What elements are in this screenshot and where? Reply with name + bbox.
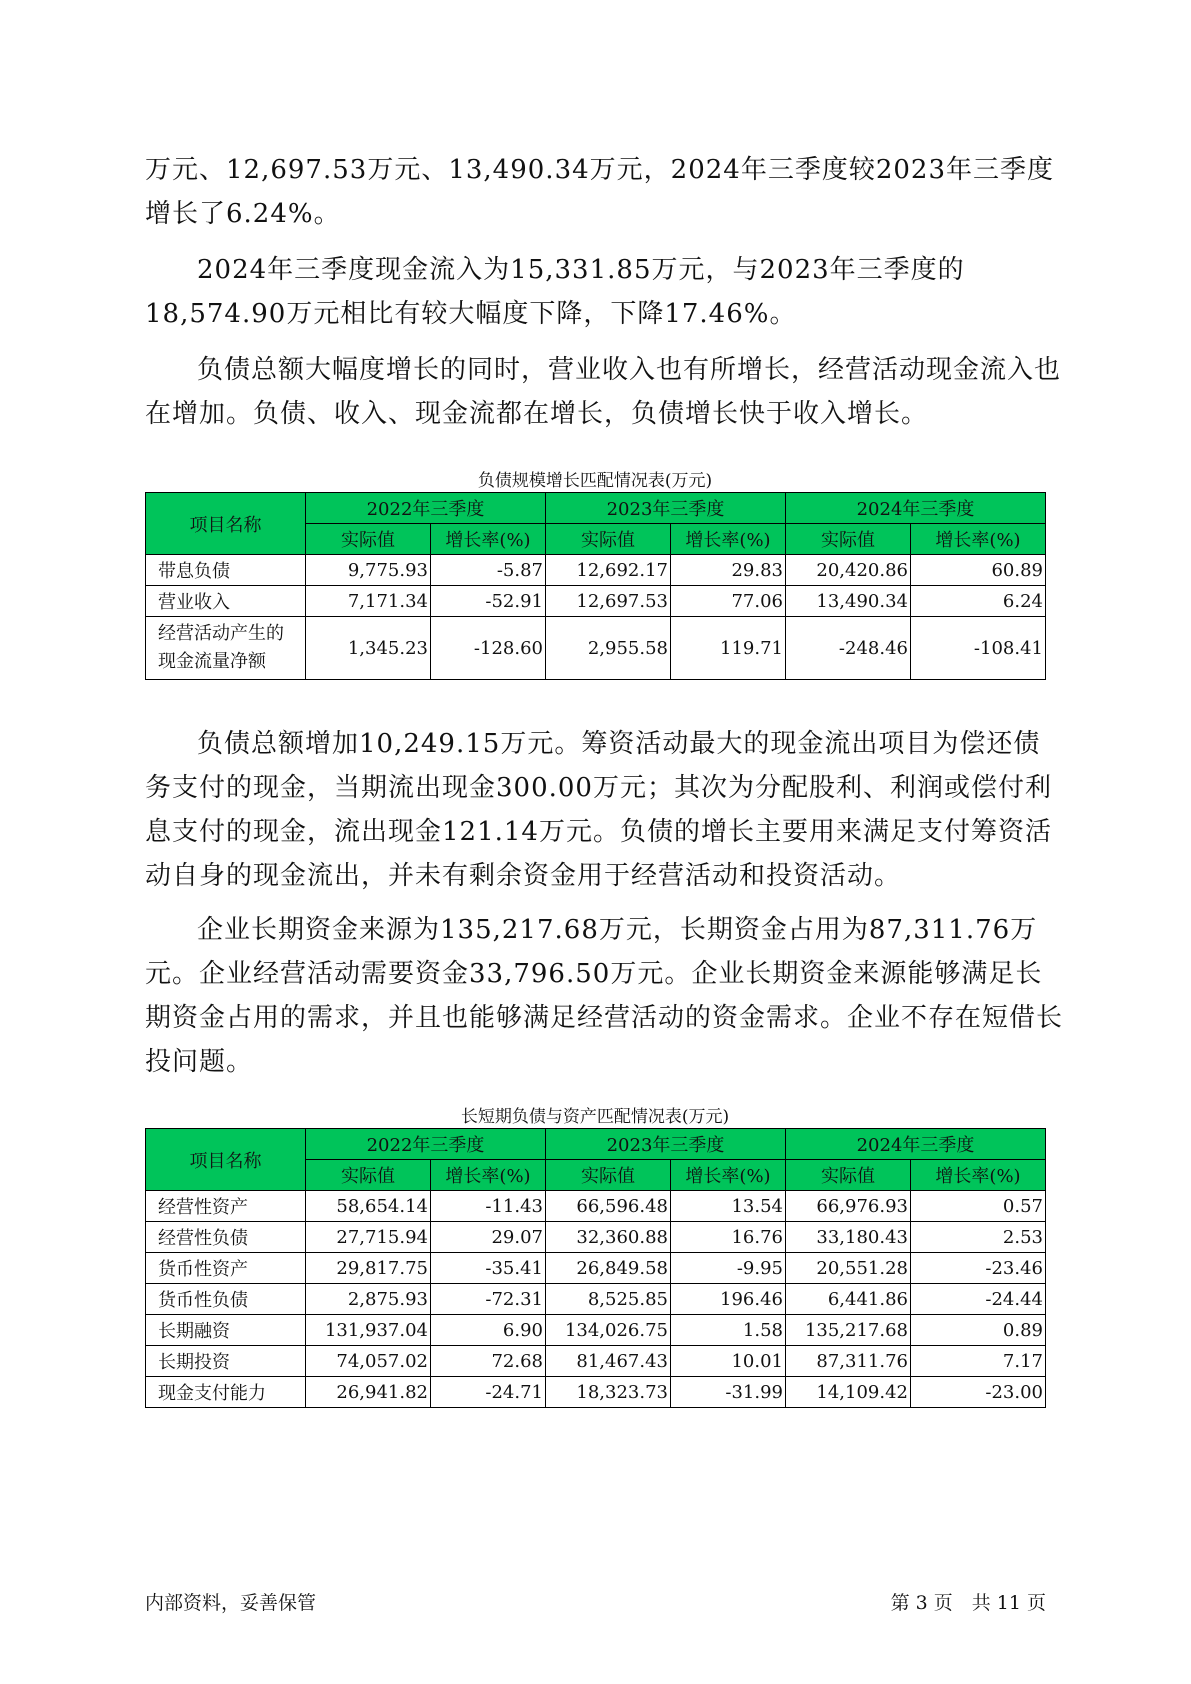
cell-value: 6,441.86	[786, 1284, 911, 1315]
table-row	[146, 1346, 1046, 1377]
cell-value: 131,937.04	[306, 1315, 431, 1346]
table-subheader-rate: 增长率(%)	[671, 1160, 786, 1191]
cell-rate: -31.99	[671, 1377, 786, 1408]
table-header-item: 项目名称	[146, 1129, 306, 1191]
table-row	[146, 1253, 1046, 1284]
cell-rate: 7.17	[911, 1346, 1046, 1377]
cell-rate: -24.71	[431, 1377, 546, 1408]
cell-rate: 196.46	[671, 1284, 786, 1315]
cell-rate: 13.54	[671, 1191, 786, 1222]
table-row	[146, 1284, 1046, 1315]
table-subheader-rate: 增长率(%)	[911, 524, 1046, 555]
footer-page-number: 第 3 页 共 11 页	[890, 1592, 1046, 1614]
cell-rate: 6.90	[431, 1315, 546, 1346]
cell-rate: 1.58	[671, 1315, 786, 1346]
paragraph-4: 负债总额增加10,249.15万元。筹资活动最大的现金流出项目为偿还债务支付的现金，当期流出现金300.00万元；其次为分配股利、利润或偿付利息支付的现金，流出现金121.14万元。负债的增长主要用来满足支付筹资活动自身的现金流出，并未有剩余资金用于经营活动和投资活动。	[145, 729, 1052, 891]
row-label: 经营活动产生的现金流量净额	[146, 617, 306, 680]
cell-rate: 29.83	[671, 555, 786, 586]
cell-value: 9,775.93	[306, 555, 431, 586]
cell-rate: 2.53	[911, 1222, 1046, 1253]
cell-rate: -24.44	[911, 1284, 1046, 1315]
cell-rate: 0.89	[911, 1315, 1046, 1346]
cell-rate: 60.89	[911, 555, 1046, 586]
cell-value: 135,217.68	[786, 1315, 911, 1346]
cell-value: 13,490.34	[786, 586, 911, 617]
row-label: 货币性资产	[146, 1253, 306, 1284]
cell-value: 18,323.73	[546, 1377, 671, 1408]
cell-value: 12,697.53	[546, 586, 671, 617]
table1-caption: 负债规模增长匹配情况表(万元)	[477, 471, 713, 491]
row-label: 长期融资	[146, 1315, 306, 1346]
paragraph-2: 2024年三季度现金流入为15,331.85万元，与2023年三季度的18,574.90万元相比有较大幅度下降，下降17.46%。	[145, 255, 965, 329]
cell-value: 58,654.14	[306, 1191, 431, 1222]
cell-value: 66,596.48	[546, 1191, 671, 1222]
paragraph-3: 负债总额大幅度增长的同时，营业收入也有所增长，经营活动现金流入也在增加。负债、收入、现金流都在增长，负债增长快于收入增长。	[145, 355, 1062, 429]
row-label: 货币性负债	[146, 1284, 306, 1315]
cell-rate: -108.41	[911, 617, 1046, 680]
cell-rate: 10.01	[671, 1346, 786, 1377]
paragraph-5: 企业长期资金来源为135,217.68万元，长期资金占用为87,311.76万元。企业经营活动需要资金33,796.50万元。企业长期资金来源能够满足长期资金占用的需求，并且也能够满足经营活动的资金需求。企业不存在短借长投问题。	[145, 915, 1064, 1077]
cell-rate: -11.43	[431, 1191, 546, 1222]
cell-rate: -23.46	[911, 1253, 1046, 1284]
table-subheader-rate: 增长率(%)	[431, 1160, 546, 1191]
cell-rate: -35.41	[431, 1253, 546, 1284]
cell-rate: 72.68	[431, 1346, 546, 1377]
cell-value: 26,941.82	[306, 1377, 431, 1408]
cell-rate: -23.00	[911, 1377, 1046, 1408]
cell-rate: -52.91	[431, 586, 546, 617]
table-row	[146, 1315, 1046, 1346]
long-short-matching-table	[145, 1128, 1046, 1408]
table-row	[146, 1222, 1046, 1253]
table-subheader-rate: 增长率(%)	[431, 524, 546, 555]
table-header-period: 2024年三季度	[786, 493, 1046, 524]
cell-value: 74,057.02	[306, 1346, 431, 1377]
row-label: 带息负债	[146, 555, 306, 586]
row-label: 经营性负债	[146, 1222, 306, 1253]
cell-value: 2,875.93	[306, 1284, 431, 1315]
cell-rate: 119.71	[671, 617, 786, 680]
cell-rate: 29.07	[431, 1222, 546, 1253]
table-row	[146, 1191, 1046, 1222]
row-label: 现金支付能力	[146, 1377, 306, 1408]
table-row	[146, 555, 1046, 586]
table-header-period: 2023年三季度	[546, 493, 786, 524]
table-row	[146, 617, 1046, 680]
table-subheader-value: 实际值	[546, 1160, 671, 1191]
cell-value: 2,955.58	[546, 617, 671, 680]
cell-value: 81,467.43	[546, 1346, 671, 1377]
cell-rate: -5.87	[431, 555, 546, 586]
table-header-period: 2022年三季度	[306, 493, 546, 524]
row-label: 经营性资产	[146, 1191, 306, 1222]
table-subheader-rate: 增长率(%)	[911, 1160, 1046, 1191]
table-subheader-value: 实际值	[786, 1160, 911, 1191]
table-subheader-value: 实际值	[546, 524, 671, 555]
cell-value: 32,360.88	[546, 1222, 671, 1253]
cell-rate: 0.57	[911, 1191, 1046, 1222]
cell-rate: -9.95	[671, 1253, 786, 1284]
table-subheader-value: 实际值	[786, 524, 911, 555]
cell-value: 8,525.85	[546, 1284, 671, 1315]
debt-scale-table	[145, 492, 1046, 680]
table-header-item: 项目名称	[146, 493, 306, 555]
cell-value: 14,109.42	[786, 1377, 911, 1408]
cell-value: 12,692.17	[546, 555, 671, 586]
cell-value: 7,171.34	[306, 586, 431, 617]
cell-value: 33,180.43	[786, 1222, 911, 1253]
footer-confidential-note: 内部资料，妥善保管	[145, 1592, 317, 1614]
table-subheader-rate: 增长率(%)	[671, 524, 786, 555]
row-label: 长期投资	[146, 1346, 306, 1377]
cell-value: 27,715.94	[306, 1222, 431, 1253]
cell-rate: 77.06	[671, 586, 786, 617]
cell-value: 87,311.76	[786, 1346, 911, 1377]
table-subheader-value: 实际值	[306, 524, 431, 555]
cell-value: 20,551.28	[786, 1253, 911, 1284]
table-header-period: 2023年三季度	[546, 1129, 786, 1160]
cell-value: 1,345.23	[306, 617, 431, 680]
cell-value: 20,420.86	[786, 555, 911, 586]
table2-caption: 长短期负债与资产匹配情况表(万元)	[460, 1107, 730, 1127]
table-row	[146, 1377, 1046, 1408]
cell-value: 66,976.93	[786, 1191, 911, 1222]
cell-value: -248.46	[786, 617, 911, 680]
cell-value: 134,026.75	[546, 1315, 671, 1346]
cell-rate: -72.31	[431, 1284, 546, 1315]
row-label: 营业收入	[146, 586, 306, 617]
cell-value: 29,817.75	[306, 1253, 431, 1284]
table-row	[146, 586, 1046, 617]
cell-value: 26,849.58	[546, 1253, 671, 1284]
cell-rate: 6.24	[911, 586, 1046, 617]
table-header-period: 2024年三季度	[786, 1129, 1046, 1160]
cell-rate: -128.60	[431, 617, 546, 680]
table-subheader-value: 实际值	[306, 1160, 431, 1191]
cell-rate: 16.76	[671, 1222, 786, 1253]
paragraph-1: 万元、12,697.53万元、13,490.34万元，2024年三季度较2023年三季度增长了6.24%。	[145, 155, 1054, 229]
table-header-period: 2022年三季度	[306, 1129, 546, 1160]
